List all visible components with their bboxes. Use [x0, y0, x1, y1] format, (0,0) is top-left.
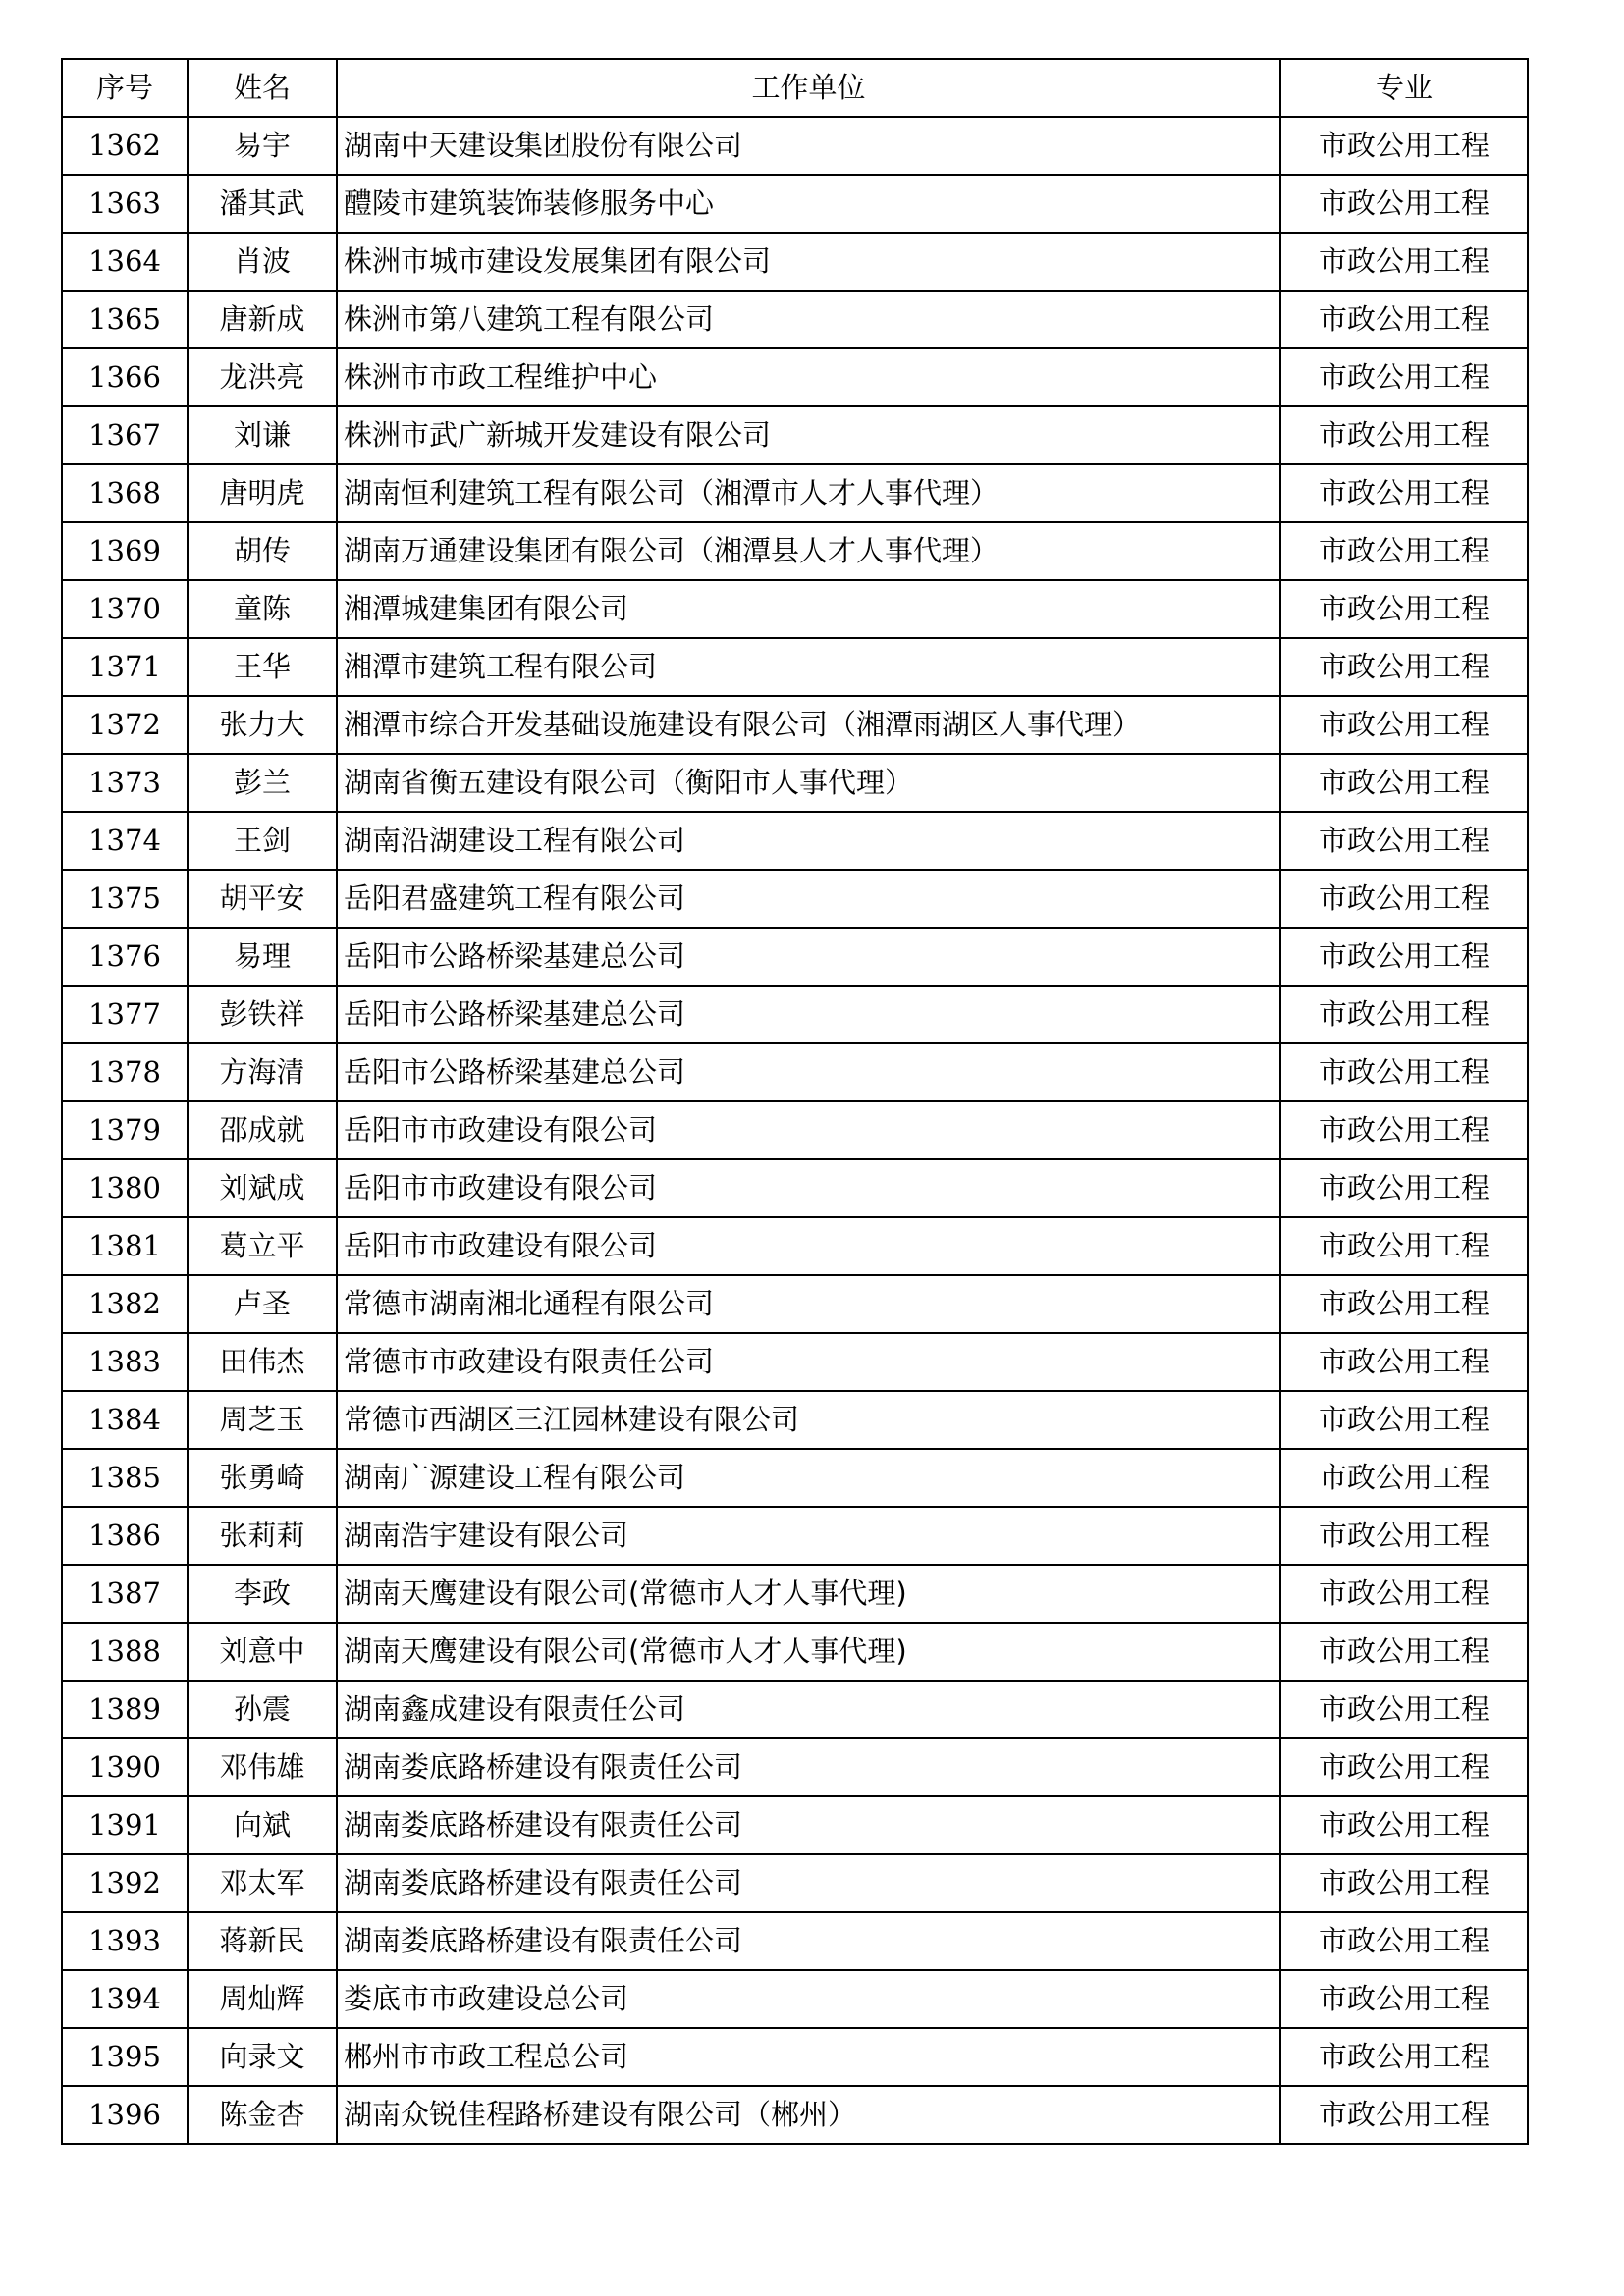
cell-number: 1380: [62, 1159, 188, 1217]
cell-unit: 郴州市市政工程总公司: [337, 2028, 1280, 2086]
cell-name: 周灿辉: [188, 1970, 337, 2028]
table-row: [62, 1449, 1528, 1507]
cell-name: 邓太军: [188, 1854, 337, 1912]
cell-unit: 湖南娄底路桥建设有限责任公司: [337, 1796, 1280, 1854]
cell-name: 王华: [188, 638, 337, 696]
cell-unit: 湖南娄底路桥建设有限责任公司: [337, 1912, 1280, 1970]
cell-unit: 湘潭市综合开发基础设施建设有限公司（湘潭雨湖区人事代理）: [337, 696, 1280, 754]
cell-number: 1368: [62, 464, 188, 522]
cell-specialty: 市政公用工程: [1280, 1507, 1528, 1565]
cell-specialty: 市政公用工程: [1280, 1565, 1528, 1623]
cell-specialty: 市政公用工程: [1280, 1217, 1528, 1275]
cell-specialty: 市政公用工程: [1280, 2028, 1528, 2086]
cell-unit: 湖南中天建设集团股份有限公司: [337, 117, 1280, 175]
cell-unit: 常德市湖南湘北通程有限公司: [337, 1275, 1280, 1333]
cell-unit: 湖南娄底路桥建设有限责任公司: [337, 1854, 1280, 1912]
cell-name: 刘意中: [188, 1623, 337, 1681]
cell-specialty: 市政公用工程: [1280, 522, 1528, 580]
cell-specialty: 市政公用工程: [1280, 638, 1528, 696]
cell-unit: 湘潭城建集团有限公司: [337, 580, 1280, 638]
cell-name: 王剑: [188, 812, 337, 870]
cell-unit: 湘潭市建筑工程有限公司: [337, 638, 1280, 696]
cell-unit: 株洲市城市建设发展集团有限公司: [337, 233, 1280, 291]
cell-name: 彭铁祥: [188, 986, 337, 1043]
cell-specialty: 市政公用工程: [1280, 1333, 1528, 1391]
cell-number: 1373: [62, 754, 188, 812]
cell-specialty: 市政公用工程: [1280, 1623, 1528, 1681]
cell-unit: 娄底市市政建设总公司: [337, 1970, 1280, 2028]
cell-unit: 湖南天鹰建设有限公司(常德市人才人事代理): [337, 1623, 1280, 1681]
table-row: [62, 2086, 1528, 2144]
table-row: [62, 1217, 1528, 1275]
cell-name: 李政: [188, 1565, 337, 1623]
cell-number: 1382: [62, 1275, 188, 1333]
table-row: [62, 812, 1528, 870]
cell-number: 1394: [62, 1970, 188, 2028]
table-row: [62, 1101, 1528, 1159]
cell-unit: 常德市西湖区三江园林建设有限公司: [337, 1391, 1280, 1449]
cell-specialty: 市政公用工程: [1280, 1159, 1528, 1217]
table-row: [62, 348, 1528, 406]
cell-number: 1396: [62, 2086, 188, 2144]
cell-name: 陈金杏: [188, 2086, 337, 2144]
roster-body: [62, 117, 1528, 2144]
cell-number: 1366: [62, 348, 188, 406]
cell-unit: 株洲市市政工程维护中心: [337, 348, 1280, 406]
cell-unit: 湖南众锐佳程路桥建设有限公司（郴州）: [337, 2086, 1280, 2144]
cell-unit: 湖南恒利建筑工程有限公司（湘潭市人才人事代理）: [337, 464, 1280, 522]
cell-unit: 醴陵市建筑装饰装修服务中心: [337, 175, 1280, 233]
cell-specialty: 市政公用工程: [1280, 986, 1528, 1043]
cell-specialty: 市政公用工程: [1280, 1796, 1528, 1854]
table-row: [62, 406, 1528, 464]
cell-number: 1377: [62, 986, 188, 1043]
cell-number: 1378: [62, 1043, 188, 1101]
table-row: [62, 464, 1528, 522]
cell-unit: 岳阳市市政建设有限公司: [337, 1217, 1280, 1275]
cell-number: 1372: [62, 696, 188, 754]
cell-specialty: 市政公用工程: [1280, 870, 1528, 928]
table-row: [62, 986, 1528, 1043]
cell-specialty: 市政公用工程: [1280, 1043, 1528, 1101]
table-row: [62, 1854, 1528, 1912]
cell-specialty: 市政公用工程: [1280, 464, 1528, 522]
cell-unit: 岳阳市市政建设有限公司: [337, 1159, 1280, 1217]
roster-sheet: [61, 58, 1527, 2145]
cell-unit: 湖南广源建设工程有限公司: [337, 1449, 1280, 1507]
cell-name: 邵成就: [188, 1101, 337, 1159]
cell-specialty: 市政公用工程: [1280, 1854, 1528, 1912]
cell-unit: 岳阳君盛建筑工程有限公司: [337, 870, 1280, 928]
table-row: [62, 696, 1528, 754]
table-row: [62, 580, 1528, 638]
cell-name: 唐明虎: [188, 464, 337, 522]
table-row: [62, 1912, 1528, 1970]
cell-specialty: 市政公用工程: [1280, 696, 1528, 754]
cell-name: 刘斌成: [188, 1159, 337, 1217]
cell-unit: 岳阳市公路桥梁基建总公司: [337, 986, 1280, 1043]
table-row: [62, 754, 1528, 812]
cell-name: 胡传: [188, 522, 337, 580]
cell-specialty: 市政公用工程: [1280, 348, 1528, 406]
cell-specialty: 市政公用工程: [1280, 580, 1528, 638]
cell-number: 1383: [62, 1333, 188, 1391]
table-row: [62, 1970, 1528, 2028]
cell-unit: 常德市市政建设有限责任公司: [337, 1333, 1280, 1391]
cell-specialty: 市政公用工程: [1280, 233, 1528, 291]
table-row: [62, 638, 1528, 696]
cell-unit: 株洲市第八建筑工程有限公司: [337, 291, 1280, 348]
cell-specialty: 市政公用工程: [1280, 175, 1528, 233]
cell-number: 1371: [62, 638, 188, 696]
cell-specialty: 市政公用工程: [1280, 928, 1528, 986]
cell-specialty: 市政公用工程: [1280, 1970, 1528, 2028]
cell-specialty: 市政公用工程: [1280, 1275, 1528, 1333]
cell-name: 唐新成: [188, 291, 337, 348]
cell-name: 张力大: [188, 696, 337, 754]
cell-unit: 湖南万通建设集团有限公司（湘潭县人才人事代理）: [337, 522, 1280, 580]
cell-number: 1381: [62, 1217, 188, 1275]
cell-specialty: 市政公用工程: [1280, 1101, 1528, 1159]
cell-name: 葛立平: [188, 1217, 337, 1275]
cell-number: 1375: [62, 870, 188, 928]
cell-name: 易宇: [188, 117, 337, 175]
cell-number: 1365: [62, 291, 188, 348]
table-row: [62, 1391, 1528, 1449]
cell-number: 1370: [62, 580, 188, 638]
cell-name: 刘谦: [188, 406, 337, 464]
roster-table: [61, 58, 1529, 2145]
cell-name: 胡平安: [188, 870, 337, 928]
cell-unit: 湖南沿湖建设工程有限公司: [337, 812, 1280, 870]
table-row: [62, 522, 1528, 580]
table-row: [62, 233, 1528, 291]
header-name: 姓名: [188, 59, 337, 117]
header-row: [62, 59, 1528, 117]
cell-specialty: 市政公用工程: [1280, 1449, 1528, 1507]
cell-name: 彭兰: [188, 754, 337, 812]
cell-name: 易理: [188, 928, 337, 986]
table-row: [62, 1043, 1528, 1101]
table-row: [62, 1623, 1528, 1681]
cell-name: 周芝玉: [188, 1391, 337, 1449]
cell-unit: 湖南娄底路桥建设有限责任公司: [337, 1738, 1280, 1796]
cell-specialty: 市政公用工程: [1280, 291, 1528, 348]
cell-unit: 湖南浩宇建设有限公司: [337, 1507, 1280, 1565]
cell-number: 1387: [62, 1565, 188, 1623]
table-row: [62, 1565, 1528, 1623]
cell-specialty: 市政公用工程: [1280, 812, 1528, 870]
table-row: [62, 291, 1528, 348]
cell-number: 1392: [62, 1854, 188, 1912]
cell-unit: 岳阳市市政建设有限公司: [337, 1101, 1280, 1159]
header-specialty: 专业: [1280, 59, 1528, 117]
table-row: [62, 1796, 1528, 1854]
cell-number: 1384: [62, 1391, 188, 1449]
cell-specialty: 市政公用工程: [1280, 1738, 1528, 1796]
table-row: [62, 1738, 1528, 1796]
cell-specialty: 市政公用工程: [1280, 1681, 1528, 1738]
cell-number: 1390: [62, 1738, 188, 1796]
cell-number: 1364: [62, 233, 188, 291]
cell-number: 1362: [62, 117, 188, 175]
cell-name: 卢圣: [188, 1275, 337, 1333]
cell-name: 向录文: [188, 2028, 337, 2086]
cell-number: 1386: [62, 1507, 188, 1565]
cell-name: 向斌: [188, 1796, 337, 1854]
table-row: [62, 1681, 1528, 1738]
cell-name: 龙洪亮: [188, 348, 337, 406]
cell-name: 邓伟雄: [188, 1738, 337, 1796]
cell-unit: 湖南鑫成建设有限责任公司: [337, 1681, 1280, 1738]
cell-specialty: 市政公用工程: [1280, 754, 1528, 812]
cell-unit: 株洲市武广新城开发建设有限公司: [337, 406, 1280, 464]
header-number: 序号: [62, 59, 188, 117]
cell-specialty: 市政公用工程: [1280, 406, 1528, 464]
cell-number: 1395: [62, 2028, 188, 2086]
cell-specialty: 市政公用工程: [1280, 1391, 1528, 1449]
table-row: [62, 1333, 1528, 1391]
cell-number: 1393: [62, 1912, 188, 1970]
table-row: [62, 117, 1528, 175]
cell-name: 方海清: [188, 1043, 337, 1101]
table-row: [62, 1275, 1528, 1333]
cell-unit: 岳阳市公路桥梁基建总公司: [337, 1043, 1280, 1101]
cell-unit: 湖南省衡五建设有限公司（衡阳市人事代理）: [337, 754, 1280, 812]
cell-name: 田伟杰: [188, 1333, 337, 1391]
cell-number: 1379: [62, 1101, 188, 1159]
table-row: [62, 175, 1528, 233]
cell-specialty: 市政公用工程: [1280, 117, 1528, 175]
cell-name: 张莉莉: [188, 1507, 337, 1565]
header-unit: 工作单位: [337, 59, 1280, 117]
cell-name: 童陈: [188, 580, 337, 638]
cell-unit: 岳阳市公路桥梁基建总公司: [337, 928, 1280, 986]
cell-specialty: 市政公用工程: [1280, 1912, 1528, 1970]
cell-number: 1388: [62, 1623, 188, 1681]
table-row: [62, 1159, 1528, 1217]
cell-number: 1389: [62, 1681, 188, 1738]
cell-number: 1367: [62, 406, 188, 464]
table-row: [62, 2028, 1528, 2086]
cell-name: 张勇崎: [188, 1449, 337, 1507]
cell-specialty: 市政公用工程: [1280, 2086, 1528, 2144]
table-row: [62, 1507, 1528, 1565]
cell-name: 蒋新民: [188, 1912, 337, 1970]
cell-name: 孙震: [188, 1681, 337, 1738]
cell-number: 1369: [62, 522, 188, 580]
table-row: [62, 928, 1528, 986]
cell-number: 1376: [62, 928, 188, 986]
cell-number: 1391: [62, 1796, 188, 1854]
cell-name: 潘其武: [188, 175, 337, 233]
table-row: [62, 870, 1528, 928]
cell-number: 1385: [62, 1449, 188, 1507]
cell-number: 1363: [62, 175, 188, 233]
cell-number: 1374: [62, 812, 188, 870]
cell-unit: 湖南天鹰建设有限公司(常德市人才人事代理): [337, 1565, 1280, 1623]
cell-name: 肖波: [188, 233, 337, 291]
